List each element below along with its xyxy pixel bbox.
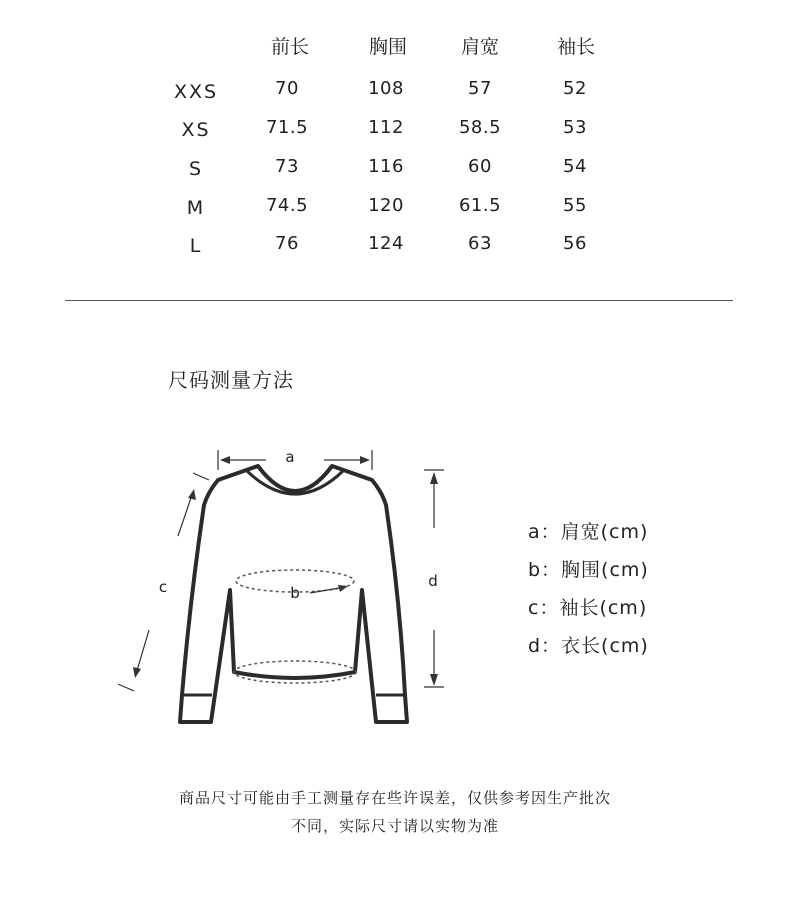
diagram-label-c: c <box>158 578 168 596</box>
cell-front-length: 70 <box>275 78 299 99</box>
length-arrow-top <box>430 472 438 484</box>
cell-shoulder: 58.5 <box>458 117 502 138</box>
cell-front-length: 71.5 <box>265 117 309 138</box>
header-shoulder: 肩宽 <box>460 36 499 58</box>
cell-front-length: 74.5 <box>265 195 309 216</box>
cell-front-length: 73 <box>275 156 299 177</box>
legend-shoulder: a：肩宽(cm) <box>528 521 649 543</box>
cell-chest: 112 <box>368 117 404 138</box>
size-label: L <box>189 235 203 257</box>
cell-chest: 108 <box>368 78 404 99</box>
cell-shoulder: 57 <box>468 78 492 99</box>
header-chest: 胸围 <box>368 36 407 58</box>
cell-sleeve: 55 <box>563 195 587 216</box>
cell-front-length: 76 <box>275 233 299 254</box>
sweater-diagram <box>100 440 460 740</box>
shoulder-arrow-left <box>220 456 230 464</box>
cell-shoulder: 63 <box>468 233 492 254</box>
measure-title: 尺码测量方法 <box>168 368 294 392</box>
header-sleeve: 袖长 <box>556 36 595 58</box>
diagram-label-b: b <box>290 584 300 602</box>
sleeve-arrow-bottom <box>133 667 141 678</box>
cell-shoulder: 60 <box>468 156 492 177</box>
size-label: M <box>186 197 206 219</box>
length-arrow-bottom <box>430 674 438 686</box>
diagram-label-a: a <box>285 448 295 466</box>
cell-chest: 116 <box>368 156 404 177</box>
cell-chest: 120 <box>368 195 404 216</box>
section-divider <box>65 300 733 301</box>
legend-sleeve: c：袖长(cm) <box>528 597 648 619</box>
legend-length: d：衣长(cm) <box>528 635 649 657</box>
note-line-2: 不同，实际尺寸请以实物为准 <box>290 817 499 835</box>
cell-shoulder: 61.5 <box>458 195 502 216</box>
header-front-length: 前长 <box>270 36 309 58</box>
note-line-1: 商品尺寸可能由手工测量存在些许误差，仅供参考因生产批次 <box>178 789 611 807</box>
cell-sleeve: 52 <box>563 78 587 99</box>
cell-sleeve: 56 <box>563 233 587 254</box>
sleeve-arrow-top <box>188 489 196 500</box>
cell-sleeve: 53 <box>563 117 587 138</box>
size-label: S <box>188 158 204 180</box>
size-label: XXS <box>173 81 219 103</box>
cell-chest: 124 <box>368 233 404 254</box>
shoulder-arrow-right <box>360 456 370 464</box>
diagram-label-d: d <box>428 572 438 590</box>
cell-sleeve: 54 <box>563 156 587 177</box>
legend-chest: b：胸围(cm) <box>528 559 649 581</box>
size-label: XS <box>181 119 211 141</box>
chest-arrow <box>338 585 348 592</box>
